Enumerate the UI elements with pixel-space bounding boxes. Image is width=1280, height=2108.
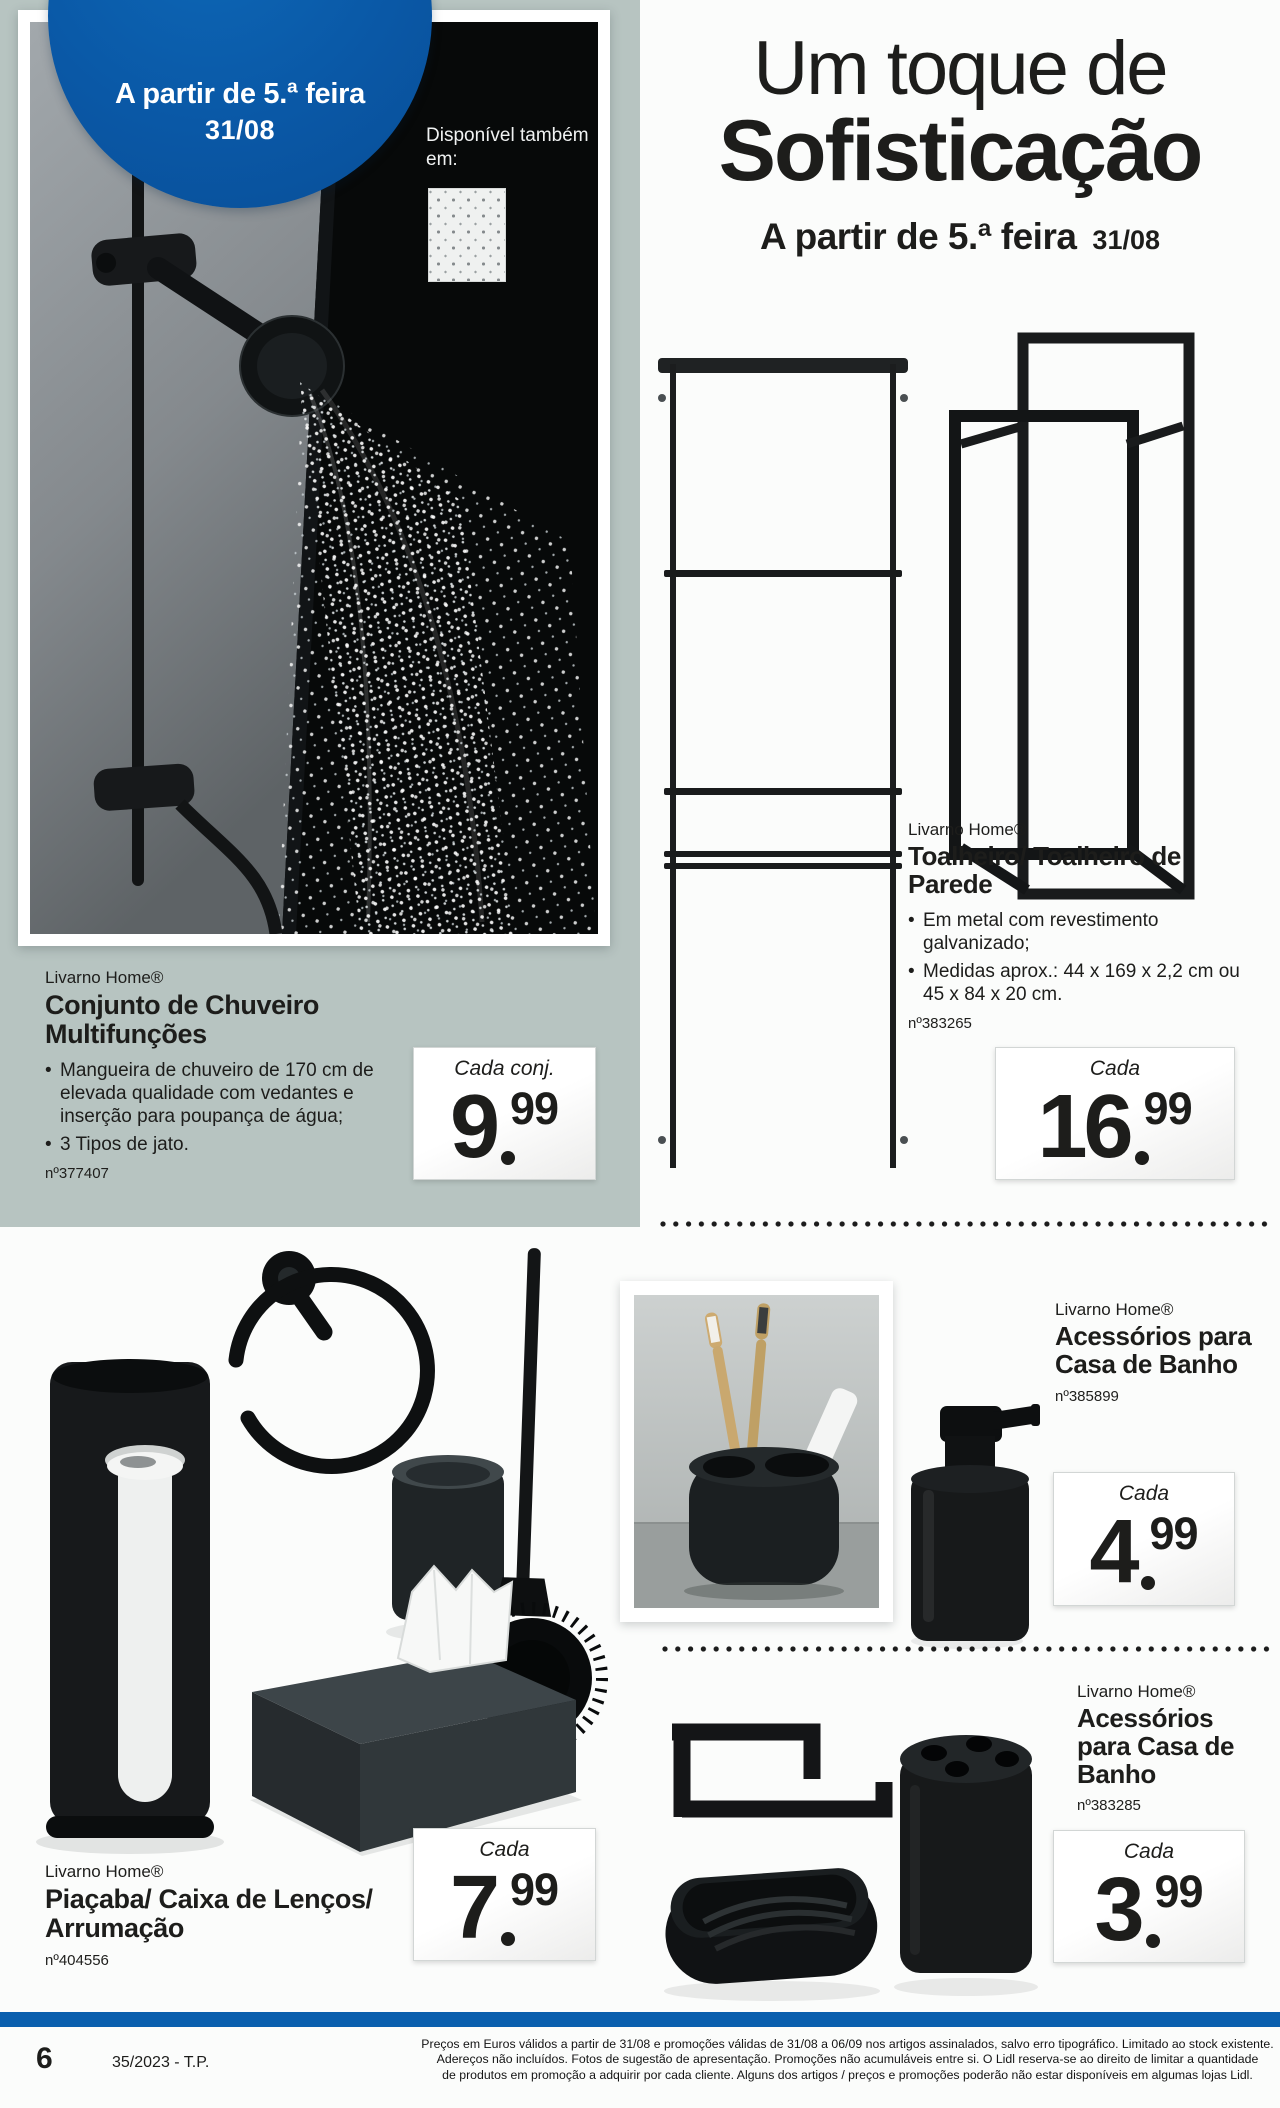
price-integer: 7 [449, 1858, 497, 1958]
legal-line: Adereços não incluídos. Fotos de sugestão de apresentação. Promoções não acumuláveis entre si. O Lidl reserva-se ao direito de limitar a quantidade [436, 2052, 1259, 2067]
product-sku: nº377407 [45, 1165, 109, 1183]
brand-label: Livarno Home® [908, 820, 1027, 839]
price-box-chuveiro [413, 1047, 596, 1180]
price-value [1094, 1860, 1203, 1960]
price-decimals [501, 1083, 559, 1167]
price-dot [501, 1932, 515, 1946]
tagline-date: 31/08 [1092, 224, 1160, 255]
headline [640, 26, 1280, 258]
price-box-acessorios2 [1053, 1830, 1245, 1963]
price-cents: 99 [510, 1864, 559, 1915]
price-integer: 9 [449, 1077, 497, 1177]
tagline-text: A partir de 5.ª feira [759, 215, 1077, 257]
price-dot [501, 1151, 515, 1165]
price-box-piacaba [413, 1828, 596, 1961]
bullet-dot: • [45, 1059, 52, 1081]
price-value [1089, 1502, 1198, 1602]
product-chuveiro-info [45, 968, 415, 1182]
toothbrush-holder-image [634, 1295, 879, 1608]
legal-text [420, 2037, 1275, 2083]
price-unit-label: Cada [1123, 1840, 1175, 1863]
product-name: Piaçaba/ Caixa de Lenços/ Arrumação [45, 1884, 373, 1943]
product-acessorios2-info [1077, 1682, 1272, 1814]
price-integer: 16 [1037, 1077, 1130, 1177]
product-name: Acessórios para Casa de Banho [1055, 1321, 1252, 1379]
wall-towel-rack-image [650, 352, 916, 1180]
footer-blue-bar [0, 2012, 1280, 2027]
price-box-acessorios1 [1053, 1472, 1235, 1606]
bullet-dot: • [908, 960, 915, 982]
bullet-item [908, 960, 1243, 1006]
product-sku: nº383285 [1077, 1797, 1141, 1815]
product-piacaba-info [45, 1862, 425, 1969]
price-unit-label: Cada [1118, 1482, 1170, 1505]
toothbrush-holder-photo-card [620, 1281, 893, 1622]
badge-date: 31/08 [204, 115, 276, 145]
price-decimals [1146, 1866, 1204, 1950]
brand-label: Livarno Home® [45, 968, 164, 987]
price-decimals [1141, 1508, 1199, 1592]
price-box-toalheiro [995, 1047, 1235, 1180]
price-decimals [1135, 1083, 1193, 1167]
brand-label: Livarno Home® [45, 1862, 164, 1881]
price-integer: 3 [1094, 1860, 1141, 1960]
headline-line1: Um toque de [753, 26, 1167, 111]
availability-note: Disponível também em: [426, 125, 589, 170]
brand-label: Livarno Home® [1055, 1300, 1174, 1319]
edition-label: 35/2023 - T.P. [112, 2054, 210, 2071]
product-bullets [908, 909, 1243, 1007]
bullet-text: Em metal com revestimento galvanizado; [923, 909, 1159, 954]
price-cents: 99 [1143, 1083, 1192, 1134]
price-unit-label: Cada [479, 1838, 530, 1861]
bullet-item [45, 1133, 403, 1156]
price-value [1037, 1077, 1192, 1177]
headline-tagline [640, 216, 1280, 258]
product-acessorios1-info [1055, 1300, 1265, 1405]
bullet-text: Mangueira de chuveiro de 170 cm de elevada qualidade com vedantes e inserção para poupança de água; [60, 1059, 374, 1128]
bullet-dot: • [908, 909, 915, 931]
price-integer: 4 [1089, 1502, 1136, 1602]
price-value [449, 1858, 559, 1958]
legal-line: de produtos em promoção a adquirir por cada cliente. Alguns dos artigos / preços e promoções poderão não estar disponíveis em algumas lojas Lidl. [442, 2067, 1253, 2082]
dotted-separator-1 [660, 1221, 1272, 1227]
headline-line2: Sofisticação [718, 102, 1202, 199]
hero-photo-card [18, 10, 610, 946]
bullet-dot: • [45, 1134, 52, 1156]
product-sku: nº385899 [1055, 1387, 1119, 1405]
product-bullets [45, 1059, 403, 1157]
badge-text: A partir de 5.ª feira [115, 78, 365, 110]
pattern-swatch-image [428, 188, 506, 282]
page-number: 6 [36, 2042, 53, 2075]
product-sku: nº404556 [45, 1951, 109, 1969]
bullet-item [908, 909, 1243, 955]
price-value [449, 1077, 559, 1177]
product-name: Toalheiro/ Toalheiro de Parede [908, 841, 1181, 899]
product-name: Conjunto de Chuveiro Multifunções [45, 990, 319, 1049]
product-sku: nº383265 [908, 1015, 972, 1033]
price-dot [1146, 1934, 1160, 1948]
bullet-item [45, 1059, 403, 1129]
price-unit-label: Cada [1089, 1057, 1141, 1080]
price-dot [1141, 1576, 1155, 1590]
brand-label: Livarno Home® [1077, 1682, 1196, 1701]
price-cents: 99 [1154, 1866, 1203, 1917]
product-name: Acessórios para Casa de Banho [1077, 1703, 1235, 1789]
price-dot [1135, 1151, 1149, 1165]
price-unit-label: Cada conj. [454, 1057, 555, 1080]
product-toalheiro-info [908, 820, 1258, 1032]
legal-line: Preços em Euros válidos a partir de 31/08 e promoções válidas de 31/08 a 06/09 nos artigos assinalados, salvo erro tipográfico. Limitado ao stock existente. [421, 2037, 1274, 2051]
soap-dispenser-image [893, 1378, 1048, 1650]
price-decimals [501, 1864, 559, 1948]
bullet-text: 3 Tipos de jato. [60, 1134, 189, 1156]
price-cents: 99 [510, 1083, 559, 1134]
bullet-text: Medidas aprox.: 44 x 169 x 2,2 cm ou 45 x 84 x 20 cm. [923, 960, 1240, 1006]
price-cents: 99 [1149, 1508, 1198, 1559]
